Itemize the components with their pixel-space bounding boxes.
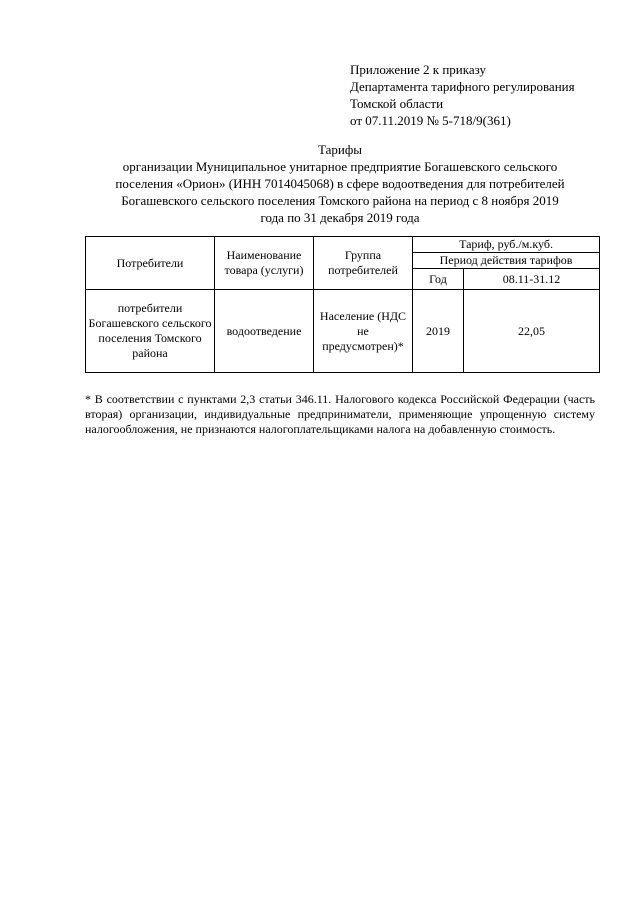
cell-tariff-value: 22,05 [464, 290, 600, 373]
header-consumers: Потребители [86, 237, 215, 290]
table-header-row [86, 237, 600, 253]
header-year: Год [413, 269, 464, 290]
cell-consumers: потребители Богашевского сельского поселения Томского района [86, 290, 215, 373]
document-heading [80, 141, 600, 226]
heading-line: года по 31 декабря 2019 года [260, 210, 420, 225]
document-title: Тарифы [317, 142, 362, 157]
appendix-line: Томской области [350, 96, 444, 111]
table-row [86, 290, 600, 373]
tariff-table [85, 236, 600, 373]
header-consumer-group: Группа потребителей [314, 237, 413, 290]
appendix-line: Департамента тарифного регулирования [350, 79, 575, 94]
header-period: Период действия тарифов [413, 253, 600, 269]
cell-service-name: водоотведение [215, 290, 314, 373]
cell-year: 2019 [413, 290, 464, 373]
cell-consumer-group: Население (НДС не предусмотрен)* [314, 290, 413, 373]
appendix-line: Приложение 2 к приказу [350, 62, 487, 77]
appendix-block [350, 61, 620, 129]
header-tariff: Тариф, руб./м.куб. [413, 237, 600, 253]
appendix-line: от 07.11.2019 № 5-718/9(361) [350, 113, 511, 128]
heading-line: Богашевского сельского поселения Томского района на период с 8 ноября 2019 [121, 193, 559, 208]
heading-line: поселения «Орион» (ИНН 7014045068) в сфере водоотведения для потребителей [115, 176, 565, 191]
header-period-range: 08.11-31.12 [464, 269, 600, 290]
footnote: * В соответствии с пунктами 2,3 статьи 346.11. Налогового кодекса Российской Федерации (часть вторая) организации, индивидуальные предприниматели, применяющие упрощенную систему налогообложения, не признаются налогоплательщиками налога на добавленную стоимость. [85, 392, 595, 436]
heading-line: организации Муниципальное унитарное предприятие Богашевского сельского [122, 159, 558, 174]
header-service-name: Наименование товара (услуги) [215, 237, 314, 290]
